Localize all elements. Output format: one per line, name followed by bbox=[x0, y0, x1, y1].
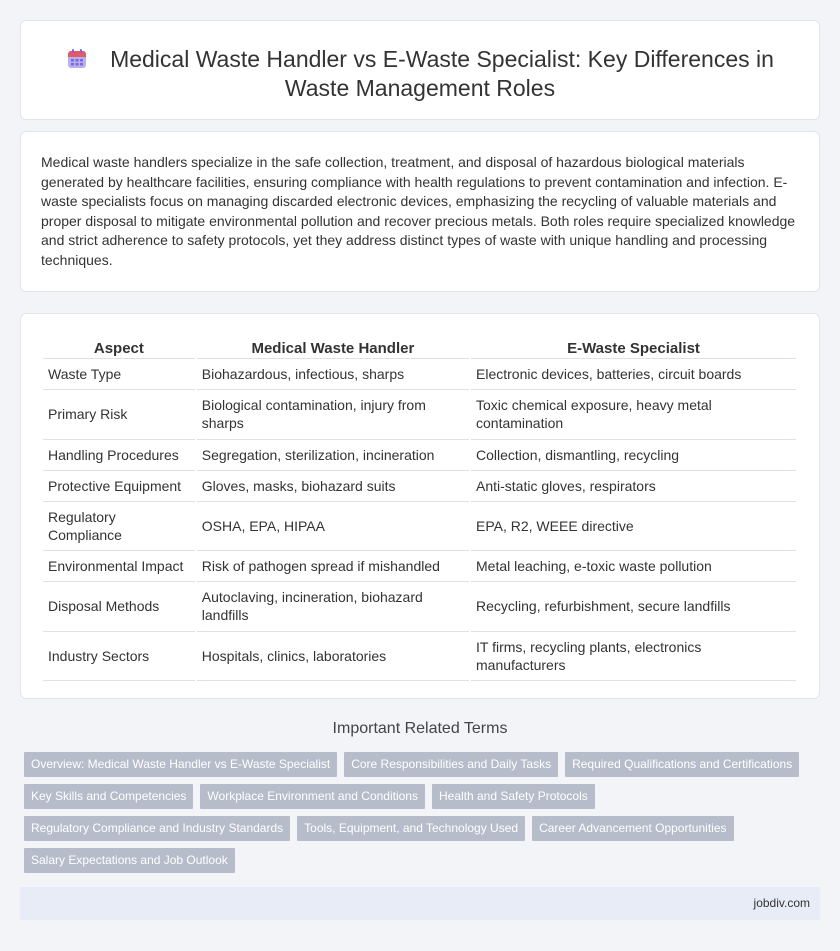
table-cell: Primary Risk bbox=[43, 390, 195, 440]
table-cell: OSHA, EPA, HIPAA bbox=[197, 502, 469, 552]
header-e-waste-specialist: E-Waste Specialist bbox=[471, 332, 796, 359]
table-header-row bbox=[43, 332, 796, 359]
table-cell: Hospitals, clinics, laboratories bbox=[197, 632, 469, 682]
table-cell: Toxic chemical exposure, heavy metal contamination bbox=[471, 390, 796, 440]
related-term-tag[interactable]: Regulatory Compliance and Industry Standards bbox=[24, 816, 290, 841]
table-row bbox=[43, 582, 796, 632]
table-cell: Anti-static gloves, respirators bbox=[471, 471, 796, 502]
table-row bbox=[43, 359, 796, 390]
table-cell: Biological contamination, injury from sharps bbox=[197, 390, 469, 440]
page-title-row bbox=[51, 45, 789, 103]
table-cell: Disposal Methods bbox=[43, 582, 195, 632]
page-title: Medical Waste Handler vs E-Waste Specialist: Key Differences in Waste Management Roles bbox=[110, 46, 774, 101]
table-cell: Metal leaching, e-toxic waste pollution bbox=[471, 551, 796, 582]
table-cell: Regulatory Compliance bbox=[43, 502, 195, 552]
table-cell: EPA, R2, WEEE directive bbox=[471, 502, 796, 552]
table-row bbox=[43, 551, 796, 582]
related-term-tag[interactable]: Core Responsibilities and Daily Tasks bbox=[344, 752, 558, 777]
related-term-tag[interactable]: Required Qualifications and Certifications bbox=[565, 752, 799, 777]
footer-site-link[interactable]: jobdiv.com bbox=[753, 896, 810, 910]
table-row bbox=[43, 440, 796, 471]
related-term-tag[interactable]: Health and Safety Protocols bbox=[432, 784, 595, 809]
related-term-tag[interactable]: Workplace Environment and Conditions bbox=[200, 784, 425, 809]
intro-card bbox=[20, 131, 820, 292]
table-row bbox=[43, 502, 796, 552]
header-aspect: Aspect bbox=[43, 332, 195, 359]
related-term-tag[interactable]: Key Skills and Competencies bbox=[24, 784, 193, 809]
intro-paragraph: Medical waste handlers specialize in the safe collection, treatment, and disposal of hazardous biological materials generated by healthcare facilities, ensuring compliance with health regulations to prevent contamination and infection. E-waste specialists focus on managing discarded electronic devices, emphasizing the recycling of valuable materials and proper disposal to mitigate environmental pollution and recover precious metals. Both roles require specialized knowledge and strict adherence to safety protocols, yet they address distinct types of waste with unique handling and processing techniques. bbox=[41, 154, 796, 268]
related-term-tag[interactable]: Salary Expectations and Job Outlook bbox=[24, 848, 235, 873]
table-cell: Biohazardous, infectious, sharps bbox=[197, 359, 469, 390]
table-row bbox=[43, 471, 796, 502]
related-terms-title: Important Related Terms bbox=[332, 720, 508, 737]
table-cell: Segregation, sterilization, incineration bbox=[197, 440, 469, 471]
table-cell: IT firms, recycling plants, electronics manufacturers bbox=[471, 632, 796, 682]
table-cell: Environmental Impact bbox=[43, 551, 195, 582]
table-cell: Risk of pathogen spread if mishandled bbox=[197, 551, 469, 582]
title-card bbox=[20, 20, 820, 120]
table-cell: Collection, dismantling, recycling bbox=[471, 440, 796, 471]
table-cell: Autoclaving, incineration, biohazard landfills bbox=[197, 582, 469, 632]
footer bbox=[20, 887, 820, 920]
table-cell: Protective Equipment bbox=[43, 471, 195, 502]
calendar-icon bbox=[66, 48, 88, 70]
comparison-table-card bbox=[20, 313, 820, 699]
table-row bbox=[43, 632, 796, 682]
table-cell: Gloves, masks, biohazard suits bbox=[197, 471, 469, 502]
related-term-tag[interactable]: Career Advancement Opportunities bbox=[532, 816, 733, 841]
table-cell: Waste Type bbox=[43, 359, 195, 390]
related-terms-tags bbox=[24, 752, 824, 880]
related-term-tag[interactable]: Overview: Medical Waste Handler vs E-Waste Specialist bbox=[24, 752, 337, 777]
table-row bbox=[43, 390, 796, 440]
table-cell: Electronic devices, batteries, circuit boards bbox=[471, 359, 796, 390]
table-cell: Industry Sectors bbox=[43, 632, 195, 682]
comparison-table bbox=[41, 332, 798, 681]
table-cell: Recycling, refurbishment, secure landfills bbox=[471, 582, 796, 632]
table-cell: Handling Procedures bbox=[43, 440, 195, 471]
related-term-tag[interactable]: Tools, Equipment, and Technology Used bbox=[297, 816, 525, 841]
header-medical-waste-handler: Medical Waste Handler bbox=[197, 332, 469, 359]
